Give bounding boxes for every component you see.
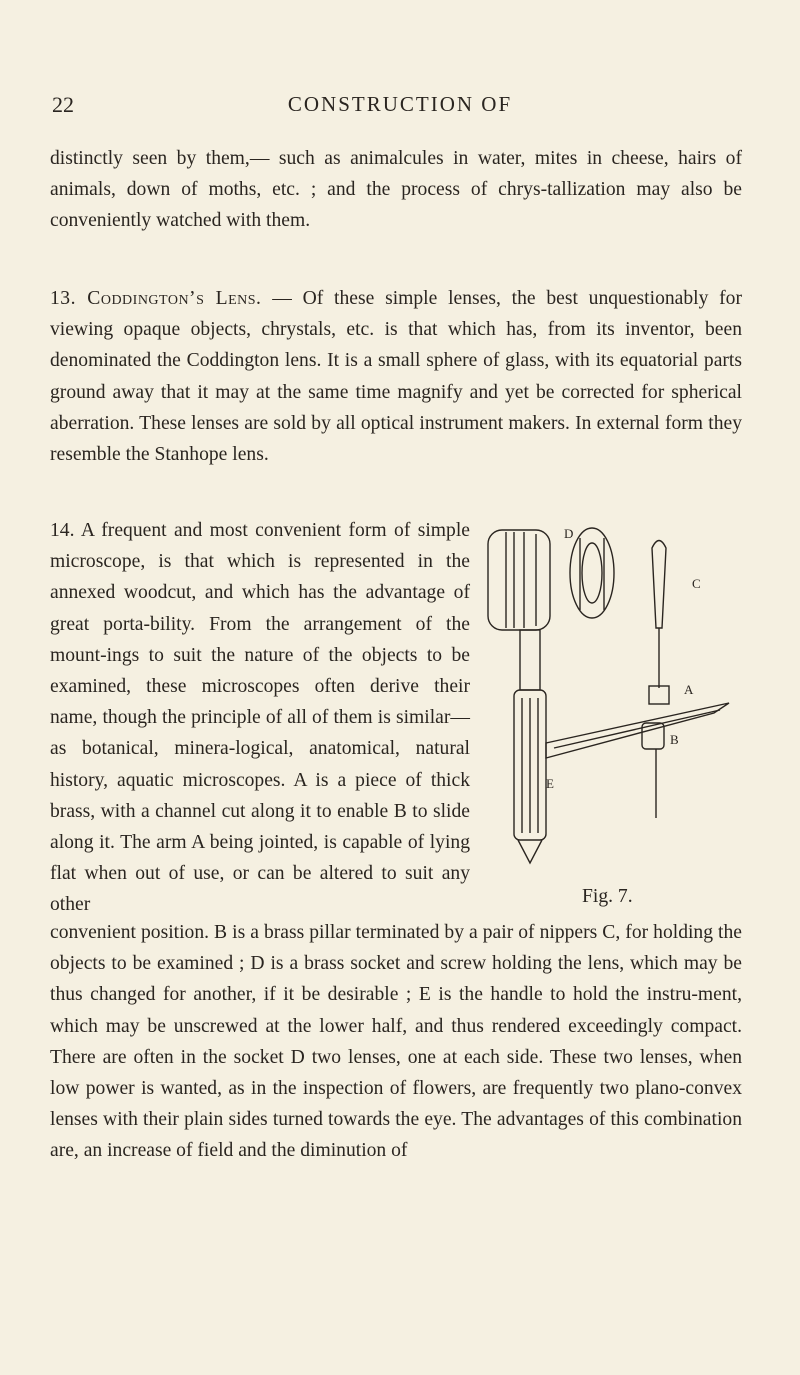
label-e: E (546, 776, 554, 791)
label-b: B (670, 732, 679, 747)
section-heading-13: 13. Coddington’s Lens. (50, 288, 262, 309)
microscope-illustration (484, 518, 742, 888)
paragraph-13-body: — Of these simple lenses, the best unquestionably for viewing opaque objects, chrystals, etc. is that which has, from its inventor, been denominated the Coddington lens. It is a small sphere of glass, with its equatorial parts ground away that it may at the same time magnify and yet be corrected for spherical aberration. These lenses are sold by all optical instrument makers. In external form they resemble the Stanhope lens. (50, 288, 743, 466)
label-d: D (564, 526, 574, 541)
arm-a (546, 703, 729, 758)
microscope-woodcut (484, 518, 742, 888)
joint (649, 686, 669, 704)
paragraph-coddington-lens (50, 283, 742, 470)
label-a: A (684, 682, 694, 697)
socket-d-left (488, 530, 550, 630)
paragraph-14-bottom: convenient position. B is a brass pillar terminated by a pair of nippers C, for holding the objects to be examined ; D is a brass socket and screw holding the lens, which may be thus changed for another, if it be desirable ; E is the handle to hold the instru-ment, which may be unscrewed at the lower half, and thus rendered exceedingly compact. There are often in the socket D two lenses, one at each side. These two lenses, when low power is wanted, as in the inspection of flowers, are frequently two plano-convex lenses with their plain sides turned towards the eye. The advantages of this combination are, an increase of field and the diminution of (50, 922, 742, 1162)
paragraph-14-top: 14. A frequent and most convenient form of simple microscope, is that which is represented in the annexed woodcut, and which has the advantage of great porta-bility. From the arrangement of the mount-ings to suit the nature of the objects to be examined, these microscopes often derive their name, though the principle of all of them is similar—as botanical, minera-logical, anatomical, natural history, aquatic microscopes. A is a piece of thick brass, with a channel cut along it to enable B to slide along it. The arm A being jointed, is capable of lying flat when out of use, or can be altered to suit any other (50, 520, 470, 916)
handle-upper (520, 630, 540, 690)
socket-d-side (570, 528, 614, 618)
paragraph-continuation: distinctly seen by them,— such as animalcules in water, mites in cheese, hairs of animals, down of moths, etc. ; and the process of chrys-tallization may also be conveniently watched with them. (50, 148, 742, 232)
nippers-c (652, 541, 666, 629)
running-title: CONSTRUCTION OF (287, 92, 513, 116)
label-c: C (692, 576, 701, 591)
page-number: 22 (52, 92, 74, 117)
page-header (52, 92, 748, 126)
figure-caption: Fig. 7. (582, 886, 633, 907)
